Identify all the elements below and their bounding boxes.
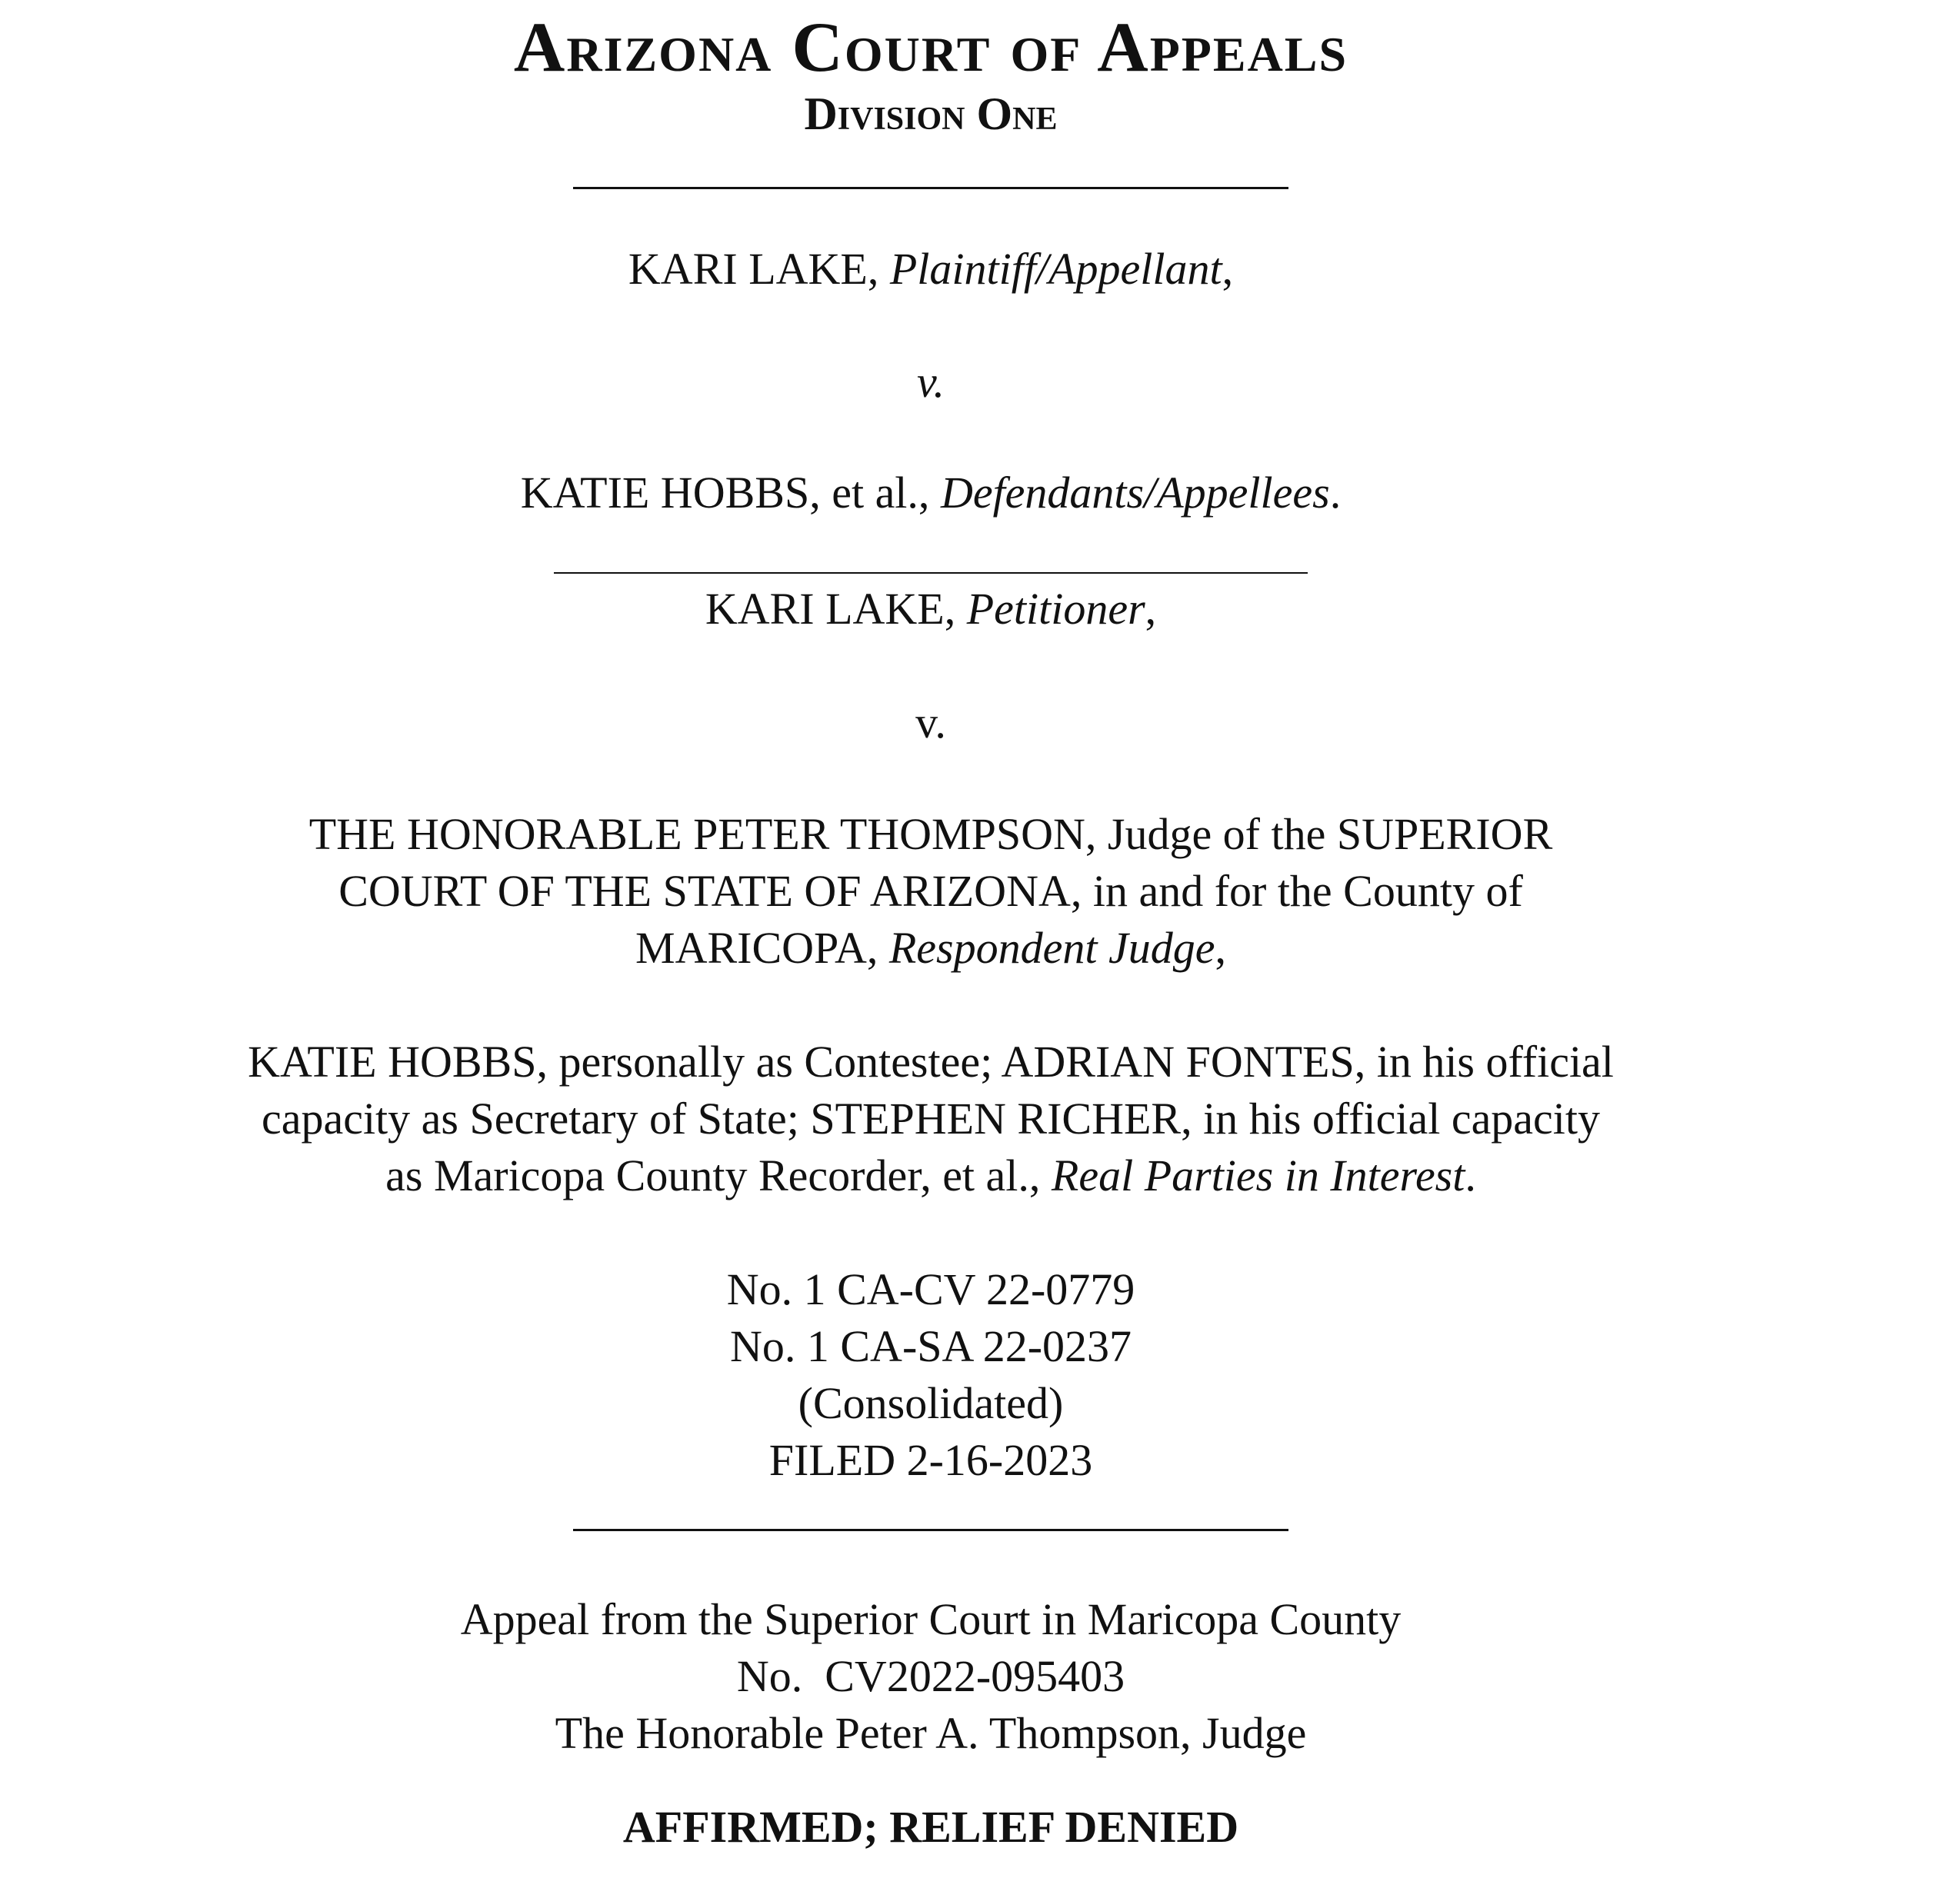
appellee-role: Defendants/Appellees — [940, 468, 1330, 518]
versus-special-action: v. — [915, 698, 946, 748]
respondent-line-1: THE HONORABLE PETER THOMPSON, Judge of the SUPERIOR — [308, 809, 1553, 859]
divider-top — [573, 187, 1288, 189]
appeal-from-line: Appeal from the Superior Court in Maricopa County — [460, 1594, 1402, 1644]
appellee-line — [0, 465, 1862, 521]
appellant-line — [0, 241, 1862, 298]
disposition: AFFIRMED; RELIEF DENIED — [622, 1802, 1239, 1852]
appellant-role: Plaintiff/Appellant — [889, 244, 1222, 294]
rpi-role: Real Parties in Interest — [1051, 1150, 1465, 1200]
respondent-line-3 — [0, 920, 1862, 977]
case-numbers-block — [0, 1261, 1862, 1489]
petitioner-role: Petitioner — [966, 584, 1145, 634]
respondent-role: Respondent Judge — [888, 923, 1215, 973]
division-label: Division One — [804, 88, 1058, 139]
divider-bottom — [573, 1529, 1288, 1531]
petitioner-trail: , — [1145, 584, 1157, 634]
appeal-info-block — [0, 1591, 1862, 1762]
case-number-cv: No. 1 CA-CV 22-0779 — [726, 1264, 1135, 1314]
case-number-sa: No. 1 CA-SA 22-0237 — [729, 1321, 1132, 1371]
filed-date: FILED 2-16-2023 — [768, 1435, 1093, 1485]
petitioner-name: KARI LAKE, — [705, 584, 956, 634]
respondent-line-2: COURT OF THE STATE OF ARIZONA, in and for the County of — [338, 866, 1523, 916]
real-parties-block — [0, 1034, 1862, 1204]
consolidated-label: (Consolidated) — [798, 1378, 1064, 1428]
appellee-trail: . — [1329, 468, 1342, 518]
divider-caption — [554, 572, 1308, 574]
rpi-line-1: KATIE HOBBS, personally as Contestee; ADRIAN FONTES, in his official — [248, 1037, 1614, 1087]
versus-appeal: v. — [917, 357, 945, 407]
rpi-last-text: as Maricopa County Recorder, et al., — [385, 1150, 1041, 1200]
respondent-trail: , — [1215, 923, 1226, 973]
court-title: Arizona Court of Appeals — [513, 8, 1348, 86]
respondent-county: MARICOPA, — [635, 923, 878, 973]
trial-case-number: No. CV2022-095403 — [736, 1651, 1125, 1701]
appellant-trail: , — [1222, 244, 1234, 294]
rpi-line-3 — [0, 1147, 1862, 1204]
rpi-line-2: capacity as Secretary of State; STEPHEN RICHER, in his official capacity — [261, 1094, 1601, 1144]
rpi-trail: . — [1465, 1150, 1476, 1200]
petitioner-line — [0, 581, 1862, 638]
appellant-name: KARI LAKE, — [628, 244, 879, 294]
trial-judge-line: The Honorable Peter A. Thompson, Judge — [555, 1708, 1307, 1758]
respondent-judge-block — [0, 806, 1862, 977]
appellee-name: KATIE HOBBS, et al., — [520, 468, 930, 518]
